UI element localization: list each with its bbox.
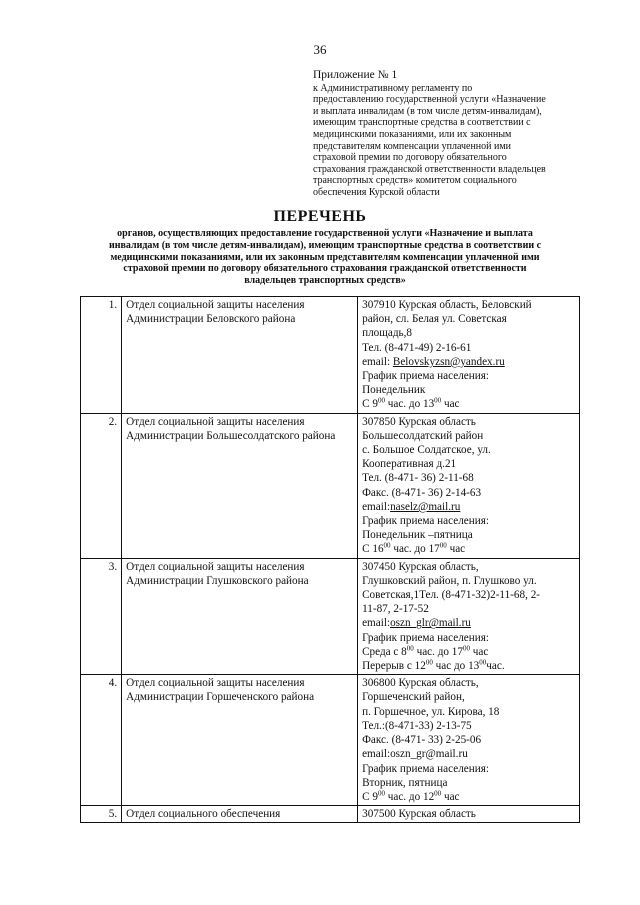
document-heading: ПЕРЕЧЕНЬ: [273, 208, 367, 225]
hours-sup: 00: [377, 789, 385, 798]
email-label: email:: [362, 617, 391, 630]
address-line: Кооперативная д.21: [362, 458, 457, 471]
break-end: час.: [486, 660, 505, 673]
contact-details: [358, 297, 580, 414]
email-line: [362, 747, 575, 761]
table-row: [81, 675, 580, 806]
email-line: [362, 355, 575, 369]
schedule-label: График приема населения:: [362, 515, 489, 528]
hours-sup: 00: [377, 396, 385, 405]
schedule-hours: [362, 542, 575, 556]
phone-line: 11-87, 2-17-52: [362, 603, 429, 616]
table-row: [81, 413, 580, 558]
schedule-days: Понедельник –пятница: [362, 529, 473, 542]
table-row: [81, 297, 580, 414]
phone-line: Тел.:(8-471-33) 2-13-75: [362, 719, 472, 732]
address-line: 307910 Курская область, Беловский: [362, 299, 532, 311]
hours-from: С 16: [362, 543, 384, 556]
hours-sup: 00: [383, 541, 391, 550]
email-label: email:: [362, 500, 391, 513]
address-line: 307850 Курская область: [362, 415, 476, 428]
hours-from: С 9: [362, 398, 378, 411]
address-line: Горшеченский район,: [362, 691, 465, 704]
schedule-days: Вторник, пятница: [362, 776, 448, 789]
address-phone-line: Советская,1Тел. (8-471-32)2-11-68, 2-: [362, 589, 541, 602]
organization-name: Отдел социальной защиты населения Администрации Беловского района: [122, 297, 358, 414]
schedule-label: График приема населения:: [362, 631, 489, 644]
document-subtitle: органов, осуществляющих предоставление государственной услуги «Назначение и выплата инвалидам (в том числе детям-инвалидам), имеющим транспортные средства в соответствии с медицинскими показаниями, или их законным представителям компенсации уплаченной ими страховой премии по договору обязательного страхования гражданской ответственности владельцев транспортных средств»: [108, 228, 542, 287]
fax-line: Факс. (8-471- 36) 2-14-63: [362, 486, 482, 499]
organization-name: Отдел социальной защиты населения Администрации Большесолдатского района: [122, 413, 358, 558]
hours-end: час: [441, 398, 460, 411]
hours-from: С 9: [362, 790, 378, 803]
page-number: 36: [313, 42, 327, 57]
organization-name: Отдел социального обеспечения: [122, 806, 358, 823]
schedule-days: Понедельник: [362, 384, 426, 397]
schedule-hours: [362, 790, 575, 804]
schedule-label: График приема населения:: [362, 370, 489, 383]
hours-sup: 00: [434, 396, 442, 405]
email-label: email:: [362, 748, 391, 761]
address-line: 306800 Курская область,: [362, 677, 479, 690]
hours-to: час. до 17: [413, 645, 463, 658]
row-number: 4.: [81, 675, 122, 806]
email-link[interactable]: oszn_glr@mail.ru: [390, 617, 471, 630]
address-line: Глушковский район, п. Глушково ул.: [362, 574, 537, 587]
hours-from: Среда с 8: [362, 645, 407, 658]
hours-sup: 00: [439, 541, 447, 550]
row-number: 5.: [81, 806, 122, 823]
appendix-title: Приложение № 1: [313, 69, 398, 81]
email-line: [362, 616, 575, 630]
organization-name: Отдел социальной защиты населения Администрации Глушковского района: [122, 558, 358, 675]
schedule-label: График приема населения:: [362, 762, 489, 775]
hours-to: час. до 17: [390, 543, 440, 556]
hours-end: час: [446, 543, 466, 556]
hours-sup: 00: [406, 644, 414, 653]
break-from: Перерыв с 12: [362, 660, 426, 673]
phone-line: Тел. (8-471-49) 2-16-61: [362, 341, 472, 354]
row-number: 3.: [81, 558, 122, 675]
email-label: email:: [362, 355, 393, 368]
contact-details: [358, 413, 580, 558]
phone-line: Тел. (8-471- 36) 2-11-68: [362, 472, 474, 485]
hours-sup: 00: [434, 789, 442, 798]
hours-sup: 00: [425, 658, 433, 667]
address-line: с. Большое Солдатское, ул.: [362, 444, 491, 457]
row-number: 2.: [81, 413, 122, 558]
address-line: Большесолдатский район: [362, 429, 484, 442]
break-to: час до 13: [432, 660, 480, 673]
contact-details: [358, 558, 580, 675]
hours-sup: 00: [463, 644, 470, 653]
table-row: [81, 806, 580, 823]
address-line: 307500 Курская область: [362, 808, 476, 821]
organization-name: Отдел социальной защиты населения Администрации Горшеченского района: [122, 675, 358, 806]
address-line: п. Горшечное, ул. Кирова, 18: [362, 705, 500, 718]
table-row: [81, 558, 580, 675]
offices-table: [80, 296, 580, 823]
hours-end: час: [470, 645, 489, 658]
address-line: район, сл. Белая ул. Советская: [362, 313, 507, 326]
email-link[interactable]: Belovskyzsn@yandex.ru: [392, 355, 505, 368]
email-link[interactable]: naselz@mail.ru: [390, 500, 461, 513]
hours-to: час. до 12: [384, 790, 435, 803]
appendix-block: [313, 70, 598, 199]
row-number: 1.: [81, 297, 122, 414]
contact-details: [358, 675, 580, 806]
address-line: 307450 Курская область,: [362, 560, 479, 573]
hours-end: час: [441, 790, 460, 803]
address-line: площадь,8: [362, 327, 413, 340]
schedule-hours: [362, 645, 575, 659]
fax-line: Факс. (8-471- 33) 2-25-06: [362, 734, 482, 747]
break-hours: [362, 659, 575, 673]
schedule-hours: [362, 397, 575, 411]
email-line: [362, 500, 575, 514]
contact-details: [358, 806, 580, 823]
hours-sup: 00: [479, 658, 487, 667]
email-text: oszn_gr@mail.ru: [390, 748, 468, 761]
hours-to: час. до 13: [384, 398, 435, 411]
appendix-body: к Административному регламенту по предоставлению государственной услуги «Назначение и выплата инвалидам (в том числе детям-инвалидам), имеющим транспортные средства в соответствии с медицинскими показаниями, или их законным представителям компенсации уплаченной ими страховой премии по договору обязательного страхования гражданской ответственности владельцев транспортных средств» комитетом социального обеспечения Курской области: [313, 82, 546, 198]
